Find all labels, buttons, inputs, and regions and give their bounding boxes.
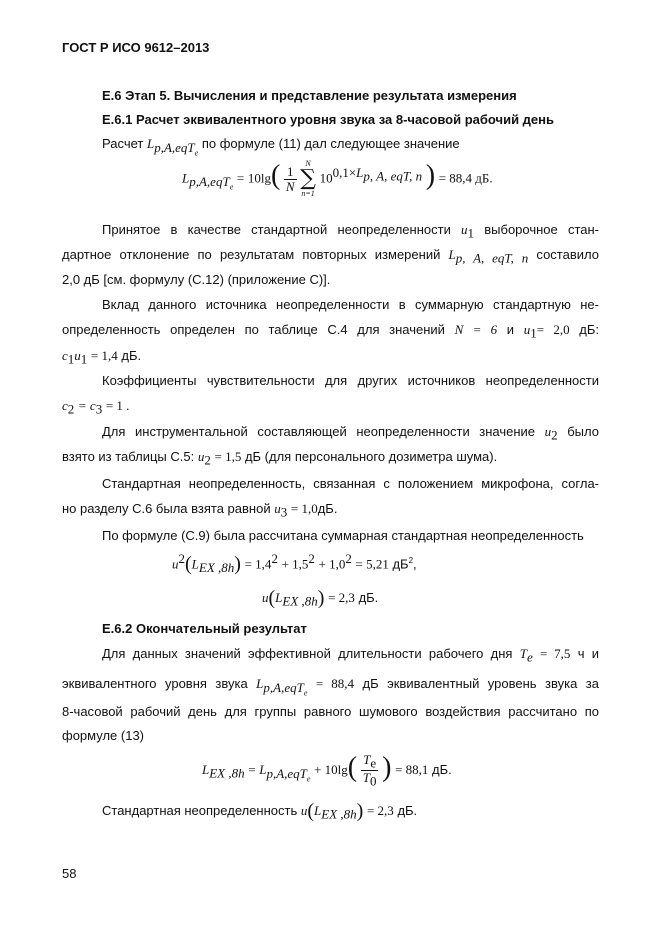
formula-13: $L_{EX ,8h} = L_{p,A,eqT_e} + 10\lg$( $\frac{T_e}{T_0}$ ) = 88,1 дБ. (202, 751, 452, 789)
para7-line2: эквивалентного уровня звука $L_{p,A,eqT_e} = 88,4$ дБ эквивалентный уровень звука за (62, 676, 599, 698)
para1-line2: дартное отклонение по результатам повторных измерений $L_{p, A, eqT, n}$ составило (62, 247, 599, 266)
para1-line3: 2,0 дБ [см. формулу (C.12) (приложение C)]. (62, 272, 331, 287)
formula-11: $L_{p,A,eqT_e} = 10\lg$( $\frac{1}{N}$ N ∑ n=1 $10^{0,1\times L_{p, A, eqT, n}}$ ) = 88,4 дБ. (182, 159, 493, 198)
para5-line2: но разделу C.6 была взята равной $u_3 = 1,0дБ$. (62, 501, 338, 520)
para8-line1: Стандартная неопределенность $u(L_{EX ,8h}) = 2,3$ дБ. (102, 800, 418, 822)
l-subscript: p,A,eqTe (154, 139, 199, 158)
formula-c9: $u^2(L_{EX ,8h}) = 1,4^2 + 1,5^2 + 1,0^2 = 5,21$ $дБ^2$, (172, 551, 417, 576)
raschet-tail: по формуле (11) дал следующее значение (201, 136, 460, 151)
para3-line1: Коэффициенты чувствительности для других источников неопределенности (102, 373, 599, 388)
para6-line1: По формуле (C.9) была рассчитана суммарная стандартная неопределенность (102, 528, 584, 543)
para2-line2: определенность определен по таблице C.4 для значений N = 6 и $u_1= 2,0$ дБ: (62, 322, 599, 341)
para2-line1: Вклад данного источника неопределенности в суммарную стандартную не- (102, 297, 599, 312)
raschet-line (102, 136, 460, 157)
section-e6-title: E.6 Этап 5. Вычисления и представление результата измерения (102, 88, 517, 103)
para1-line1: Принятое в качестве стандартной неопределенности $u_1$ выборочное стан- (102, 222, 600, 241)
section-e62-title: E.6.2 Окончательный результат (102, 621, 307, 636)
page-number: 58 (62, 866, 77, 881)
para4-line1: Для инструментальной составляющей неопределенности значение $u_2$ было (102, 424, 599, 443)
formula-11-result: = 88,4 дБ. (438, 170, 493, 186)
section-e61-title: E.6.1 Расчет эквивалентного уровня звука за 8-часовой рабочий день (102, 112, 554, 127)
para7-line4: формуле (13) (62, 728, 144, 743)
l-symbol: L (146, 136, 155, 151)
para2-line3: $c_1u_1 = 1,4$ дБ. (62, 348, 142, 367)
formula-u-result: $u(L_{EX ,8h}) = 2,3$ дБ. (262, 587, 379, 609)
document-header: ГОСТ Р ИСО 9612–2013 (62, 40, 210, 55)
raschet-text: Расчет (102, 136, 144, 151)
para7-line3: 8-часовой рабочий день для группы равного шумового воздействия рассчитано по (62, 704, 599, 719)
para3-line2: $c_2 = c_3 = 1$ . (62, 398, 130, 417)
para7-line1: Для данных значений эффективной длительности рабочего дня $T_e = 7,5$ ч и (102, 646, 599, 665)
para5-line1: Стандартная неопределенность, связанная с положением микрофона, согла- (102, 476, 599, 491)
sum-symbol: N ∑ n=1 (300, 159, 316, 198)
para4-line2: взято из таблицы C.5: $u_2 = 1,5$ дБ (для персонального дозиметра шума). (62, 449, 498, 468)
